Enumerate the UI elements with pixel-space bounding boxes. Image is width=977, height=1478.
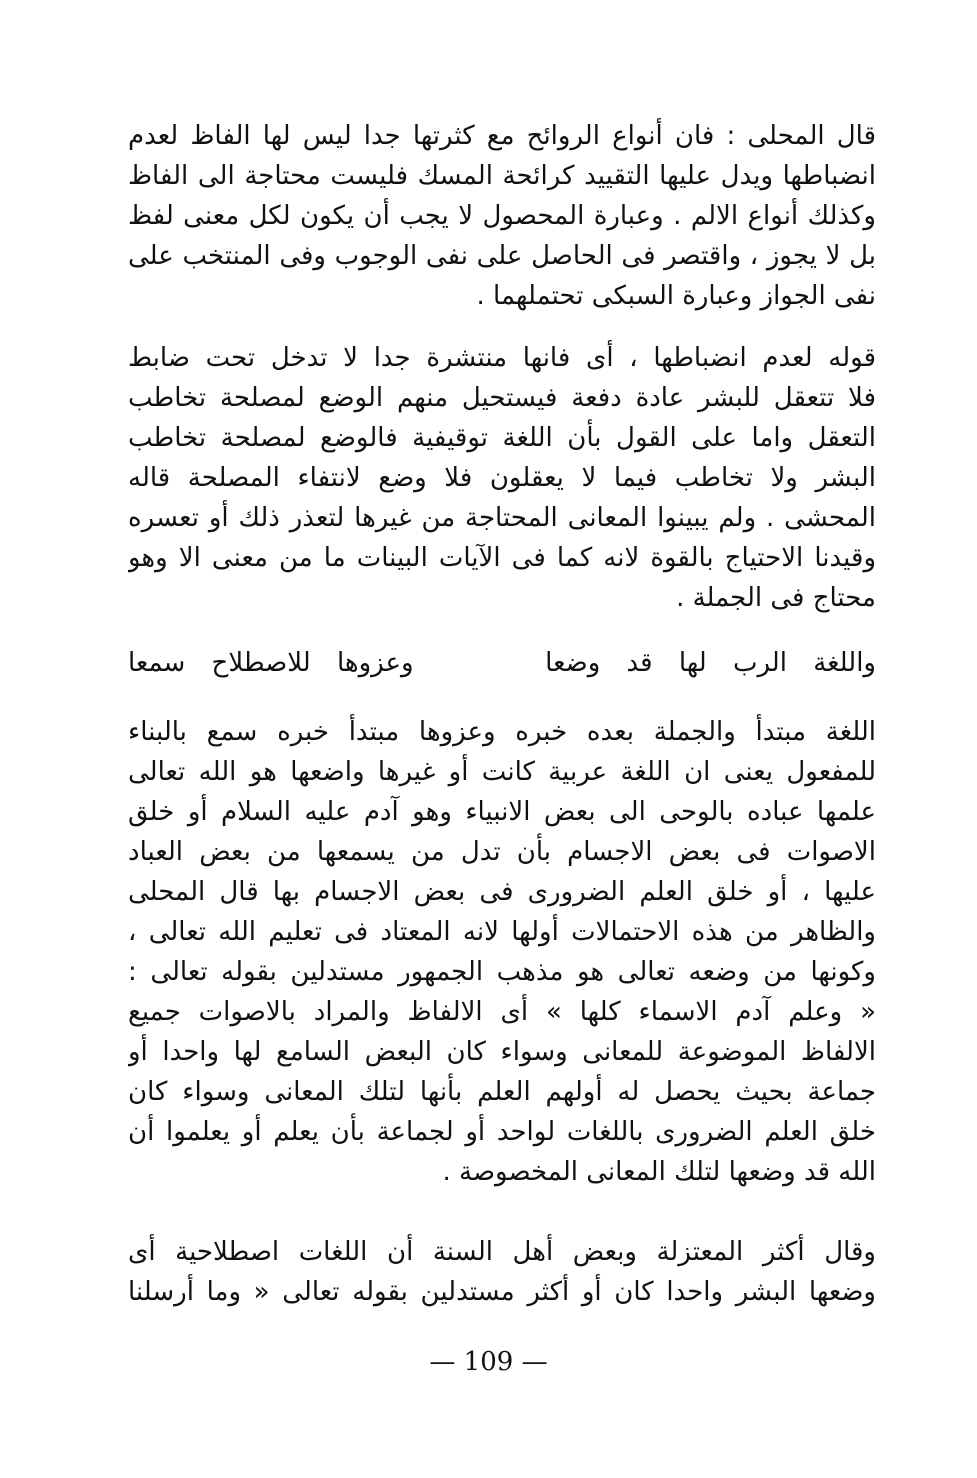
text-line: للمفعول يعنى ان اللغة عربية كانت أو غيرها واضعها هو الله تعالى (128, 757, 876, 787)
text-line: نفى الجواز وعبارة السبكى تحتملهما . (476, 281, 876, 311)
text-line: قوله لعدم انضباطها ، أى فانها منتشرة جدا لا تدخل تحت ضابط (128, 343, 876, 373)
text-line: المحشى . ولم يبينوا المعانى المحتاجة من غيرها لتعذر ذلك أو تعسره (128, 503, 876, 533)
text-line: البشر ولا تخاطب فيما لا يعقلون فلا وضع لانتفاء المصلحة قاله (128, 463, 876, 493)
page-number: — 109 — (429, 1347, 548, 1377)
poem-second-hemistich: وعزوها للاصطلاح سمعا (128, 648, 414, 678)
text-line: وقال أكثر المعتزلة وبعض أهل السنة أن اللغات اصطلاحية أى (128, 1237, 876, 1267)
text-line: والظاهر من هذه الاحتمالات أولها لانه المعتاد فى تعليم الله تعالى ، (128, 917, 876, 947)
text-line: الله قد وضعها لتلك المعانى المخصوصة . (442, 1157, 876, 1187)
text-line: انضباطها ويدل عليها التقييد كرائحة المسك فليست محتاجة الى الفاظ (128, 161, 876, 191)
poem-first-hemistich: واللغة الرب لها قد وضعا (545, 648, 876, 678)
text-line: وكونها من وضعه تعالى هو مذهب الجمهور مستدلين بقوله تعالى : (128, 957, 876, 987)
text-line: وكذلك أنواع الالم . وعبارة المحصول لا يجب أن يكون لكل معنى لفظ (128, 201, 876, 231)
text-line: الالفاظ الموضوعة للمعانى وسواء كان البعض السامع لها واحدا أو (128, 1037, 876, 1067)
paragraph-mutazila (128, 1232, 876, 1312)
poem-verse (128, 641, 876, 685)
text-line: قال المحلى : فان أنواع الروائح مع كثرتها جدا ليس لها الفاظ لعدم (128, 121, 876, 151)
text-line: وضعها البشر واحدا كان أو أكثر مستدلين بقوله تعالى « وما أرسلنا (128, 1277, 876, 1307)
text-line: خلق العلم الضرورى باللغات لواحد أو لجماعة بأن يعلم أو يعلموا أن (128, 1117, 876, 1147)
text-line: الاصوات فى بعض الاجسام بأن تدل من يسمعها من بعض العباد (128, 837, 876, 867)
text-line: « وعلم آدم الاسماء كلها » أى الالفاظ والمراد بالاصوات جميع (128, 997, 876, 1027)
paragraph-verse-explanation (128, 712, 876, 1192)
text-line: بل لا يجوز ، واقتصر فى الحاصل على نفى الوجوب وفى المنتخب على (128, 241, 876, 271)
text-line: اللغة مبتدأ والجملة بعده خبره وعزوها مبتدأ خبره سمع بالبناء (128, 717, 876, 747)
paragraph-mahalli-quote (128, 116, 876, 316)
paragraph-commentary (128, 338, 876, 618)
text-line: علمها عباده بالوحى الى بعض الانبياء وهو آدم عليه السلام أو خلق (128, 797, 876, 827)
text-line: وقيدنا الاحتياج بالقوة لانه كما فى الآيات البينات ما من معنى الا وهو (128, 543, 876, 573)
text-line: محتاج فى الجملة . (676, 583, 876, 613)
text-line: عليها ، أو خلق العلم الضرورى فى بعض الاجسام بها قال المحلى (128, 877, 876, 907)
text-line: فلا تتعقل للبشر عادة دفعة فيستحيل منهم الوضع لمصلحة تخاطب (128, 383, 876, 413)
text-line: التعقل واما على القول بأن اللغة توقيفية فالوضع لمصلحة تخاطب (128, 423, 876, 453)
text-line: جماعة بحيث يحصل له أولهم العلم بأنها لتلك المعانى وسواء كان (128, 1077, 876, 1107)
